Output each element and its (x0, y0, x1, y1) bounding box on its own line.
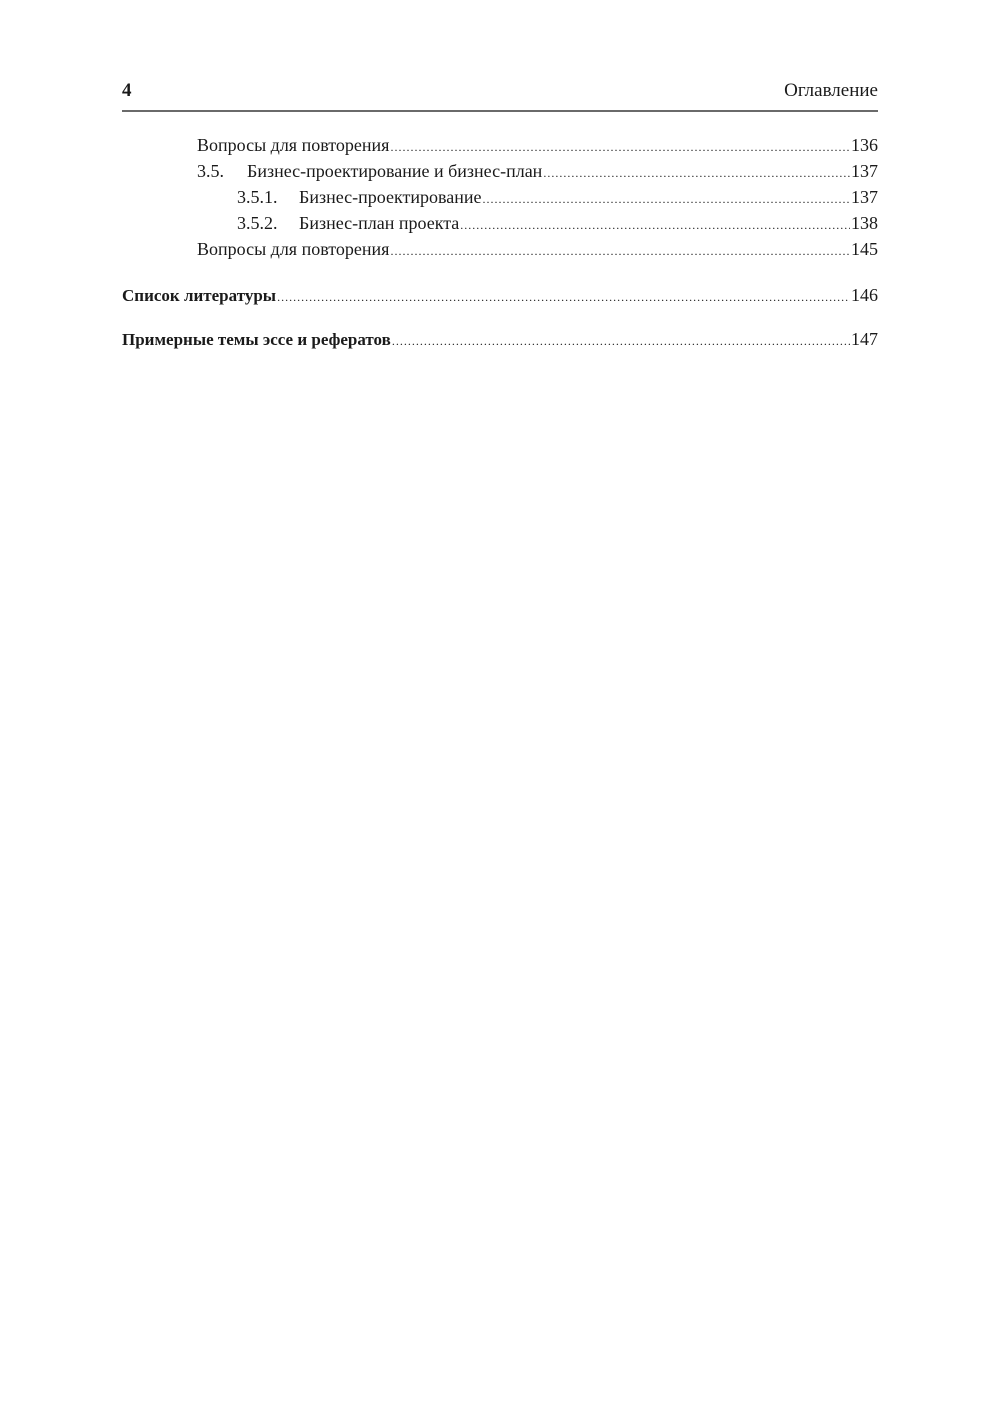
dot-leader (390, 236, 850, 264)
dot-leader (460, 210, 850, 238)
toc-entry-review-questions-1[interactable] (122, 132, 878, 158)
dot-leader (483, 184, 851, 212)
page-number: 4 (122, 80, 132, 101)
running-title: Оглавление (784, 80, 878, 101)
toc-entry-review-questions-2[interactable] (122, 236, 878, 262)
table-of-contents (122, 132, 878, 352)
toc-entry-page: 138 (851, 213, 878, 233)
toc-entry-section-3-5-1[interactable] (122, 184, 878, 210)
toc-entry-number: 3.5.2. (237, 213, 278, 233)
toc-entry-title: Список литературы (122, 286, 277, 305)
toc-entry-section-3-5-2[interactable] (122, 210, 878, 236)
toc-entry-number: 3.5.1. (237, 187, 278, 207)
toc-entry-title: Примерные темы эссе и рефератов (122, 330, 391, 349)
toc-entry-number: 3.5. (197, 161, 224, 181)
toc-entry-page: 137 (851, 187, 878, 207)
dot-leader (277, 283, 850, 310)
page-header (122, 78, 878, 108)
toc-entry-essay-topics[interactable] (122, 326, 878, 352)
spacer (122, 308, 878, 326)
toc-entry-page: 136 (851, 135, 878, 155)
toc-entry-bibliography[interactable] (122, 282, 878, 308)
toc-entry-section-3-5[interactable] (122, 158, 878, 184)
toc-entry-title: Вопросы для повторения (197, 239, 390, 259)
dot-leader (543, 158, 850, 186)
toc-entry-page: 145 (851, 239, 878, 259)
toc-entry-title: Бизнес-проектирование (299, 187, 482, 207)
dot-leader (392, 327, 850, 354)
toc-entry-title: Бизнес-план проекта (299, 213, 460, 233)
toc-entry-page: 146 (851, 285, 878, 305)
toc-entry-page: 147 (851, 329, 878, 349)
toc-entry-title: Бизнес-проектирование и бизнес-план (247, 161, 543, 181)
toc-entry-page: 137 (851, 161, 878, 181)
spacer (122, 262, 878, 282)
toc-entry-title: Вопросы для повторения (197, 135, 390, 155)
header-rule (122, 110, 878, 112)
dot-leader (390, 132, 850, 160)
